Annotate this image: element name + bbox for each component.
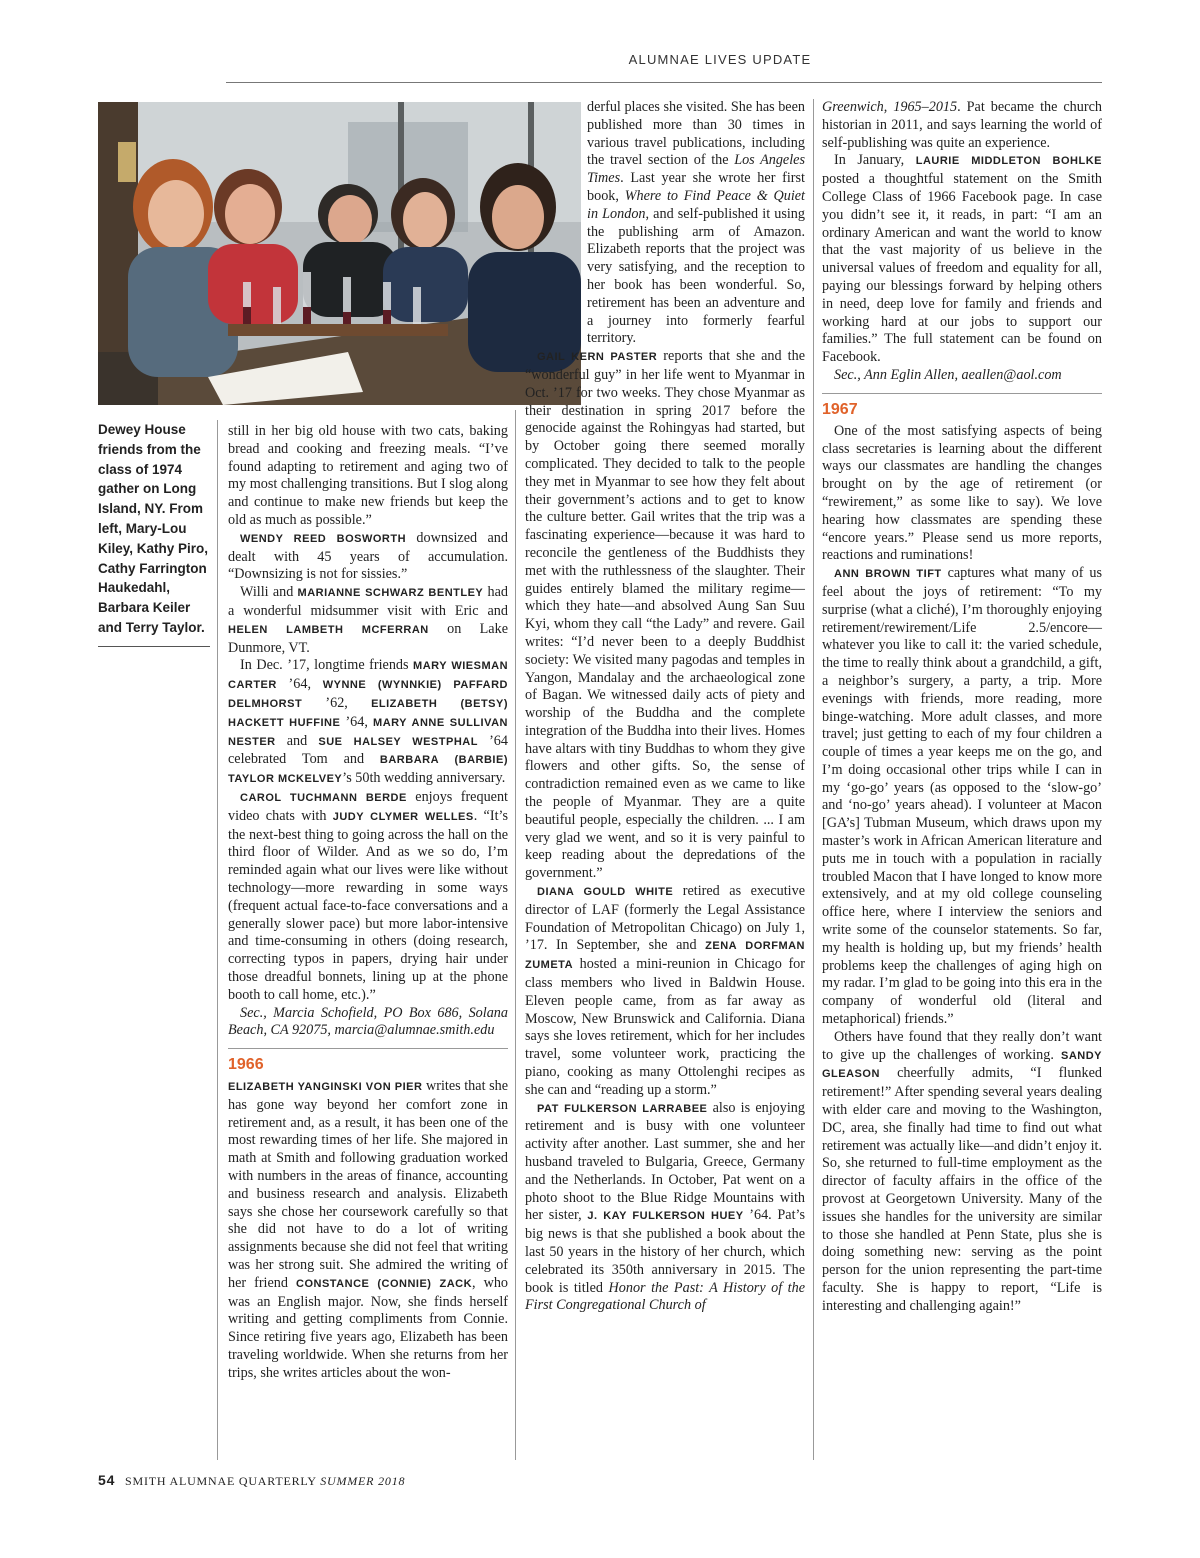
issue-season: SUMMER 2018 bbox=[320, 1474, 406, 1488]
header-rule bbox=[226, 82, 1102, 83]
classmate-name: SANDY GLEASON bbox=[822, 1049, 1102, 1081]
classmate-name: PAT FULKERSON LARRABEE bbox=[537, 1102, 708, 1115]
photo-caption-block bbox=[98, 420, 210, 647]
paragraph: derful places she visited. She has been published more than 30 times in various travel publications, including the travel section of the Los Angeles Times. Last year she wrote her first book, Where to Find Peace & Quiet in London, and self-published it using the publishing arm of Amazon. Elizabeth reports that the project was very satisfying, and the reception to her book has been wonderful. So, retirement has been an adventure and a journey into formerly fearful territory. bbox=[587, 99, 806, 347]
paragraph: Others have found that they really don’t want to give up the challenges of working. SANDY GLEASON cheerfully admits, “I flunked retirement!” After spending several years dealing with elder care and moving to the Washington, DC, area, she finally had time to find out what retirement was actually like—and didn’t enjoy it. So, she returned to full-time employment as the director of faculty affairs in the office of the provost at Georgetown University. Many of the issues she handles for the university are similar to those she handled at Penn State, plus she is doing something new: serving as the point person for the union representing the part-time faculty. She is happy to report, “Life is interesting and challenging again!” bbox=[822, 1028, 1102, 1314]
classmate-name: WYNNE (WYNNKIE) PAFFARD DELMHORST bbox=[228, 679, 508, 710]
class-secretary-contact: Sec., Marcia Schofield, PO Box 686, Solana Beach, CA 92075, marcia@alumnae.smith.edu bbox=[228, 1004, 508, 1039]
paragraph: Greenwich, 1965–2015. Pat became the church historian in 2011, and says learning the world of self-publishing was quite an experience. bbox=[822, 99, 1102, 151]
classmate-name: ELIZABETH YANGINSKI VON PIER bbox=[228, 1081, 423, 1094]
page-number: 54 bbox=[98, 1472, 116, 1488]
paragraph: ELIZABETH YANGINSKI VON PIER writes that she has gone way beyond her comfort zone in retirement and, as a result, it has been one of the most rewarding times of her life. She majored in math at Smith and following graduation worked with numbers in the areas of finance, accounting and business research and analysis. Elizabeth says she chose her coursework carefully so that she did not have to do a lot of writing assignments because she did not feel that writing was her strong suit. She admired the writing of her friend CONSTANCE (CONNIE) ZACK, who was an English major. Now, she finds herself writing and getting compliments from Connie. Since retiring five years ago, Elizabeth has been traveling worldwide. When she returns from her trips, she writes articles about the won- bbox=[228, 1078, 509, 1381]
column-3 bbox=[822, 99, 1102, 1316]
section-header: ALUMNAE LIVES UPDATE bbox=[628, 52, 812, 67]
column-rule bbox=[217, 420, 218, 1460]
classmate-name: GAIL KERN PASTER bbox=[537, 351, 658, 364]
classmate-name: SUE HALSEY WESTPHAL bbox=[318, 735, 478, 748]
classmate-name: CONSTANCE (CONNIE) ZACK bbox=[296, 1277, 473, 1290]
classmate-name: MARY WIESMAN CARTER bbox=[228, 660, 509, 692]
paragraph: In Dec. ’17, longtime friends MARY WIESMAN CARTER ’64, WYNNE (WYNNKIE) PAFFARD DELMHORST ’62, ELIZABETH (BETSY) HACKETT HUFFINE ’64, MARY ANNE SULLIVAN NESTER and SUE HALSEY WESTPHAL ’64 celebrated Tom and BARBARA (BARBIE) TAYLOR MCKELVEY’s 50th wedding anniversary. bbox=[228, 657, 509, 787]
paragraph: GAIL KERN PASTER reports that she and the “wonderful guy” in her life went to Myanmar in Oct. ’17 for two weeks. They chose Myanmar as their destination in spring 2017 before the genocide against the Rohingyas had started, but by October going there seemed morally complicated. They decided to talk to the people they met in Myanmar to see how they felt about their government’s actions and to get to know the culture better. Gail writes that the trip was a fascinating experience—because it was hard to reconcile the gentleness of the Buddhists they met with the ruthlessness of the slaughter. Their guides entirely blamed the military regime—which they hate—and absolved Aung San Suu Kyi, whom they call “the Lady” and revere. Gail writes: “I’d never been to a deeply Buddhist society: We visited many pagodas and temples in Yangon, Mandalay and the archaeological zone of Bagan. We witnessed daily acts of piety and worship of the Buddha and the complete integration of the Buddha into their lives. Homes have altars with tiny Buddhas to whom they give flowers and other gifts. So, the sense of contradiction remained even as we came to like the people of Myanmar. They are a quite beautiful people, especially the children. ... I am very glad we went, and so it is very painful to keep reading about the depredations of the government.” bbox=[525, 348, 805, 882]
photo-caption: Dewey House friends from the class of 1974 gather on Long Island, NY. From left, Mary-Lou Kiley, Kathy Piro, Cathy Farrington Haukedahl, Barbara Keiler and Terry Taylor. bbox=[98, 422, 209, 635]
paragraph: One of the most satisfying aspects of being class secretaries is learning about the different ways our classmates are handling the changes brought on by the age of retirement (or “rewirement,” as some like to say). We love hearing how classmates are spending these “encore years.” Please send us more reports, reactions and ruminations! bbox=[822, 422, 1102, 564]
classmate-name: JUDY CLYMER WELLES bbox=[332, 810, 474, 823]
classmate-name: MARIANNE SCHWARZ BENTLEY bbox=[297, 587, 484, 600]
classmate-name: MARY ANNE SULLIVAN NESTER bbox=[228, 716, 508, 748]
classmate-name: ZENA DORFMAN ZUMETA bbox=[525, 940, 805, 972]
class-secretary-contact: Sec., Ann Eglin Allen, aeallen@aol.com bbox=[834, 366, 1062, 383]
classmate-name: DIANA GOULD WHITE bbox=[537, 886, 674, 899]
class-year-heading: 1967 bbox=[822, 393, 1102, 423]
paragraph: In January, LAURIE MIDDLETON BOHLKE posted a thoughtful statement on the Smith College Class of 1966 Facebook page. In case you didn’t see it, it reads, in part: “I am an ordinary American and want the world to know that the vast majority of us believe in the universal values of freedom and equality for all, paying our blessings forward by helping others in need, deep love for family and friends and working hard at our jobs to support our families.” The full statement can be found on Facebook. bbox=[822, 152, 1102, 366]
publication-name: SMITH ALUMNAE QUARTERLY bbox=[125, 1474, 317, 1488]
classmate-name: WENDY REED BOSWORTH bbox=[240, 532, 407, 545]
classmate-name: J. KAY FULKERSON HUEY bbox=[587, 1210, 744, 1223]
column-rule bbox=[515, 410, 516, 1460]
column-1 bbox=[228, 423, 508, 1383]
group-photo bbox=[98, 102, 581, 405]
paragraph: Willi and MARIANNE SCHWARZ BENTLEY had a wonderful midsummer visit with Eric and HELEN LAMBETH MCFERRAN on Lake Dunmore, VT. bbox=[228, 584, 508, 656]
photo-illustration bbox=[98, 102, 581, 405]
class-year-heading: 1966 bbox=[228, 1048, 508, 1078]
classmate-name: ANN BROWN TIFT bbox=[834, 568, 942, 581]
paragraph: ANN BROWN TIFT captures what many of us feel about the joys of retirement: “To my surprise (what a cliché), I’m thoroughly enjoying retirement/rewirement/Life 2.5/encore—whatever you like to call it: the varied schedule, the time to really think about a grandchild, a gift, a neighbor’s surgery, a party, a trip. More evenings with friends, more reading, more binge-watching. More adult classes, and more travel; just getting to each of my four children a couple of times a year keeps me on the go, and I’m doing occasional other trips while I can in my ‘go-go’ years (as opposed to the ‘slow-go’ and ‘no-go’ years ahead). I volunteer at Macon [GA’s] Tubman Museum, which draws upon my master’s work in African American literature and puts me in touch with a population in racially troubled Macon that I have longed to know more extensively, and at my old college counseling office here, where I interview the seniors and write some of the counselor statements. So far, my health is holding up, but my friends’ health problems keep the challenges of aging high on my radar. I’m glad to be going into this era in the company of wonderful old (literal and metaphorical) friends.” bbox=[822, 565, 1102, 1028]
paragraph: WENDY REED BOSWORTH downsized and dealt with 45 years of accumulation. “Downsizing is not for sissies.” bbox=[228, 529, 508, 583]
column-2 bbox=[525, 99, 805, 1315]
page-footer bbox=[98, 1472, 405, 1489]
classmate-name: CAROL TUCHMANN BERDE bbox=[240, 791, 407, 804]
classmate-name: LAURIE MIDDLETON BOHLKE bbox=[915, 155, 1102, 168]
classmate-name: BARBARA (BARBIE) TAYLOR MCKELVEY bbox=[228, 754, 508, 786]
classmate-name: HELEN LAMBETH MCFERRAN bbox=[228, 623, 429, 636]
column-rule bbox=[813, 99, 814, 1460]
classmate-name: ELIZABETH (BETSY) HACKETT HUFFINE bbox=[228, 697, 508, 729]
paragraph: DIANA GOULD WHITE retired as executive director of LAF (formerly the Legal Assistance Foundation of Metropolitan Chicago) on July 1, ’17. In September, she and ZENA DORFMAN ZUMETA hosted a mini-reunion in Chicago for class members who lived in Baldwin House. Eleven people came, from as far away as Moscow, New Brunswick and California. Diana says she loves retirement, which for her includes travel, some volunteer work, practicing the piano, cooking as many Ottolenghi recipes as she can and “reading up a storm.” bbox=[525, 883, 805, 1098]
paragraph: CAROL TUCHMANN BERDE enjoys frequent video chats with JUDY CLYMER WELLES. “It’s the next-best thing to going across the hall on the third floor of Wilder. And as we so do, I’m reminded again what our lives were like without technology—more rewarding in some ways (frequent actual face-to-face conversations and a generally slower pace) but more labor-intensive and time-consuming in others (doing research, correcting typos in papers, drying hair under those dreadful bonnets, lining up at the phone booth to call home, etc.).” bbox=[228, 788, 509, 1003]
caption-rule bbox=[98, 646, 210, 647]
paragraph: still in her big old house with two cats, baking bread and cooking and freezing meals. “I’ve found adapting to retirement and aging two of my most challenging transitions. But I slog along and continue to make new friends but keep the old as much as possible.” bbox=[228, 423, 508, 528]
paragraph: PAT FULKERSON LARRABEE also is enjoying retirement and is busy with one volunteer activity after another. Last summer, she and her husband traveled to Bulgaria, Greece, Germany and the Netherlands. In October, Pat went on a photo shoot to the Blue Ridge Mountains with her sister, J. KAY FULKERSON HUEY ’64. Pat’s big news is that she published a book about the last 50 years in the history of her church, which celebrated its 350th anniversary in 2015. The book is titled Honor the Past: A History of the First Congregational Church of bbox=[525, 1099, 805, 1314]
